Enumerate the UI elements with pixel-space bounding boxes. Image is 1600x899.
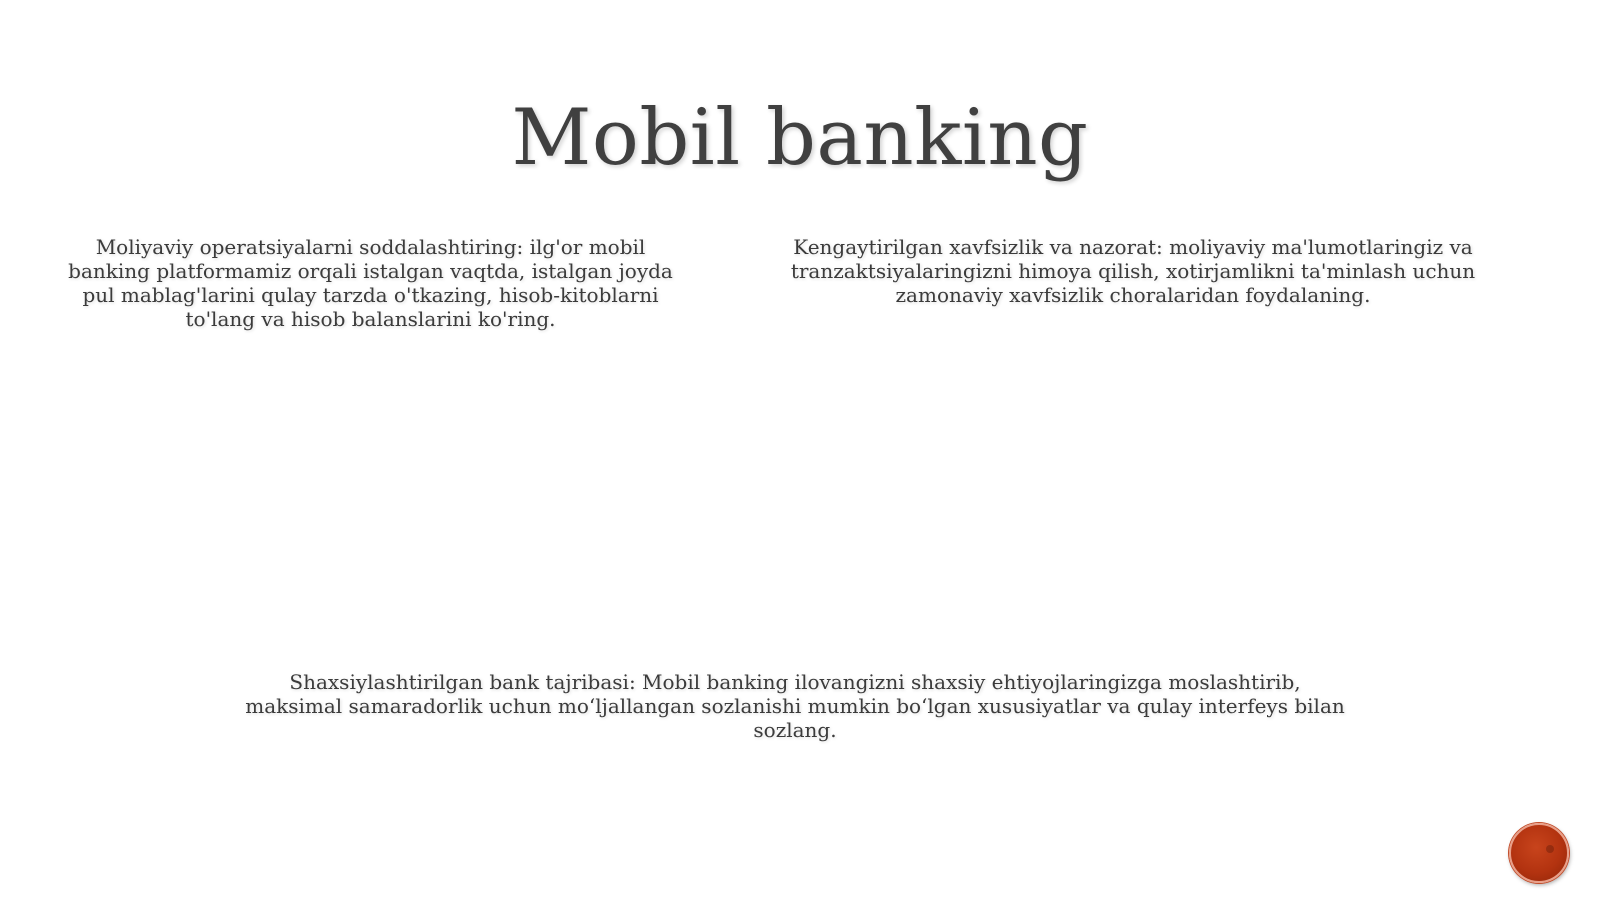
slide-nav-button[interactable]	[1509, 823, 1569, 883]
circle-nav-icon	[1546, 845, 1554, 853]
paragraph-right: Kengaytirilgan xavfsizlik va nazorat: moliyaviy ma'lumotlaringiz va tranzaktsiyalaringizni himoya qilish, xotirjamlikni ta'minlash uchun zamonaviy xavfsizlik choralaridan foydalaning.	[790, 235, 1476, 307]
paragraph-left: Moliyaviy operatsiyalarni soddalashtiring: ilg'or mobil banking platformamiz orqali istalgan vaqtda, istalgan joyda pul mablag'larini qulay tarzda o'tkazing, hisob-kitoblarni to'lang va hisob balanslarini ko'ring.	[68, 235, 673, 331]
paragraph-bottom: Shaxsiylashtirilgan bank tajribasi: Mobil banking ilovangizni shaxsiy ehtiyojlaringizga moslashtirib, maksimal samaradorlik uchun mo‘ljallangan sozlanishi mumkin bo‘lgan xususiyatlar va qulay interfeys bilan sozlang.	[245, 670, 1345, 742]
slide-title: Mobil banking	[511, 93, 1089, 184]
